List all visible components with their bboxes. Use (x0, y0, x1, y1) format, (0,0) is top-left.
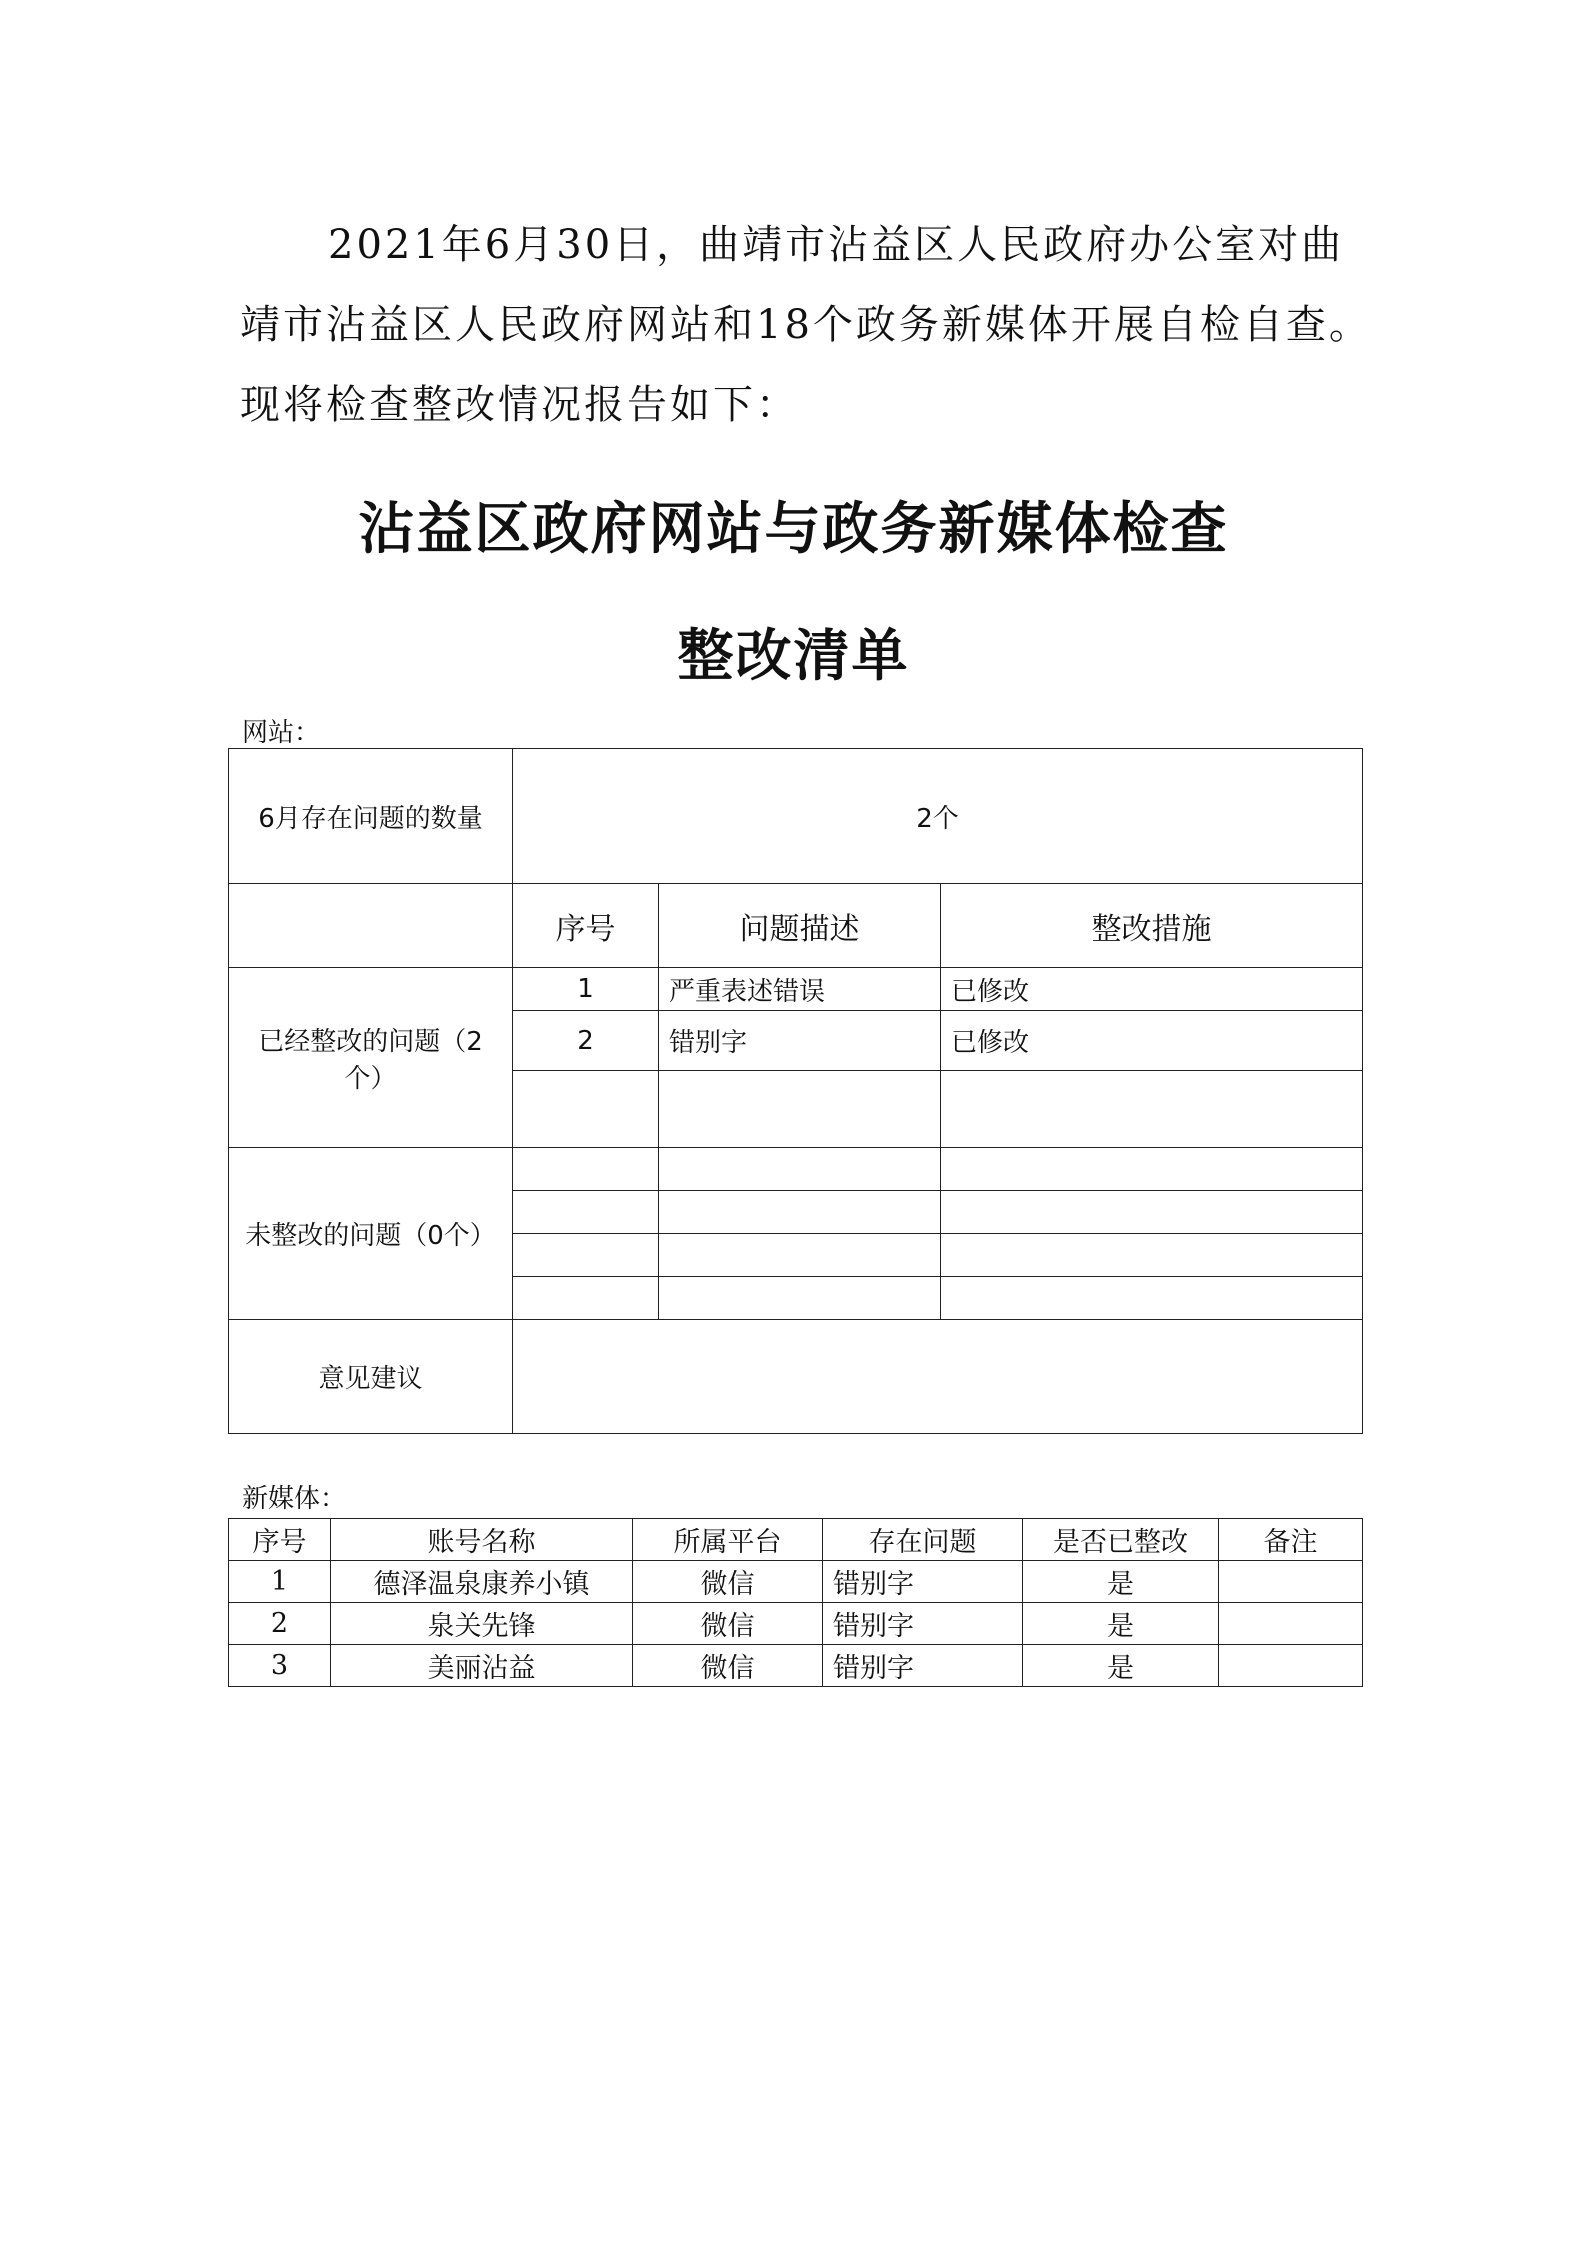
fixed-row-desc: 错别字 (659, 1011, 941, 1071)
fixed-row-desc: 严重表述错误 (659, 968, 941, 1011)
header-no: 序号 (229, 1519, 331, 1561)
header-platform: 所属平台 (633, 1519, 823, 1561)
row-platform: 微信 (633, 1603, 823, 1645)
header-account-name: 账号名称 (331, 1519, 633, 1561)
row-problem: 错别字 (823, 1561, 1023, 1603)
header-measure: 整改措施 (941, 884, 1363, 968)
unfixed-issues-label: 未整改的问题（0个） (229, 1148, 513, 1320)
row-note (1219, 1645, 1363, 1687)
row-account-name: 美丽沾益 (331, 1645, 633, 1687)
row-account-name: 德泽温泉康养小镇 (331, 1561, 633, 1603)
empty-cell (229, 884, 513, 968)
row-no: 3 (229, 1645, 331, 1687)
table-header-row (229, 1519, 1363, 1561)
row-note (1219, 1561, 1363, 1603)
fixed-row-measure: 已修改 (941, 968, 1363, 1011)
table-row (229, 968, 1363, 1011)
fixed-row-no: 1 (513, 968, 659, 1011)
table-row (229, 1645, 1363, 1687)
row-platform: 微信 (633, 1645, 823, 1687)
row-account-name: 泉关先锋 (331, 1603, 633, 1645)
table-row (229, 1603, 1363, 1645)
row-fixed: 是 (1023, 1645, 1219, 1687)
table-row (229, 1561, 1363, 1603)
issue-count-row (229, 749, 1363, 884)
suggestion-label: 意见建议 (229, 1320, 513, 1434)
document-subtitle: 整改清单 (677, 623, 910, 689)
row-platform: 微信 (633, 1561, 823, 1603)
row-problem: 错别字 (823, 1645, 1023, 1687)
table-row (229, 1148, 1363, 1191)
issue-count-value: 2个 (513, 749, 1363, 884)
intro-paragraph: 2021年6月30日，曲靖市沾益区人民政府办公室对曲靖市沾益区人民政府网站和18个政务新媒体开展自检自查。现将检查整改情况报告如下： (240, 222, 1372, 428)
document-title: 沾益区政府网站与政务新媒体检查 (358, 496, 1229, 562)
website-table (228, 748, 1363, 1434)
header-description: 问题描述 (659, 884, 941, 968)
suggestion-row (229, 1320, 1363, 1434)
row-note (1219, 1603, 1363, 1645)
website-section-label: 网站： (242, 718, 321, 748)
row-fixed: 是 (1023, 1561, 1219, 1603)
new-media-section-label: 新媒体： (242, 1484, 347, 1514)
row-no: 1 (229, 1561, 331, 1603)
row-no: 2 (229, 1603, 331, 1645)
header-fixed: 是否已整改 (1023, 1519, 1219, 1561)
new-media-table (228, 1518, 1363, 1687)
header-note: 备注 (1219, 1519, 1363, 1561)
header-problem: 存在问题 (823, 1519, 1023, 1561)
fixed-row-no: 2 (513, 1011, 659, 1071)
row-problem: 错别字 (823, 1603, 1023, 1645)
fixed-issues-label: 已经整改的问题（2个） (229, 968, 513, 1148)
table-header-row (229, 884, 1363, 968)
header-no: 序号 (513, 884, 659, 968)
suggestion-value (513, 1320, 1363, 1434)
fixed-row-measure: 已修改 (941, 1011, 1363, 1071)
issue-count-label: 6月存在问题的数量 (229, 749, 513, 884)
row-fixed: 是 (1023, 1603, 1219, 1645)
